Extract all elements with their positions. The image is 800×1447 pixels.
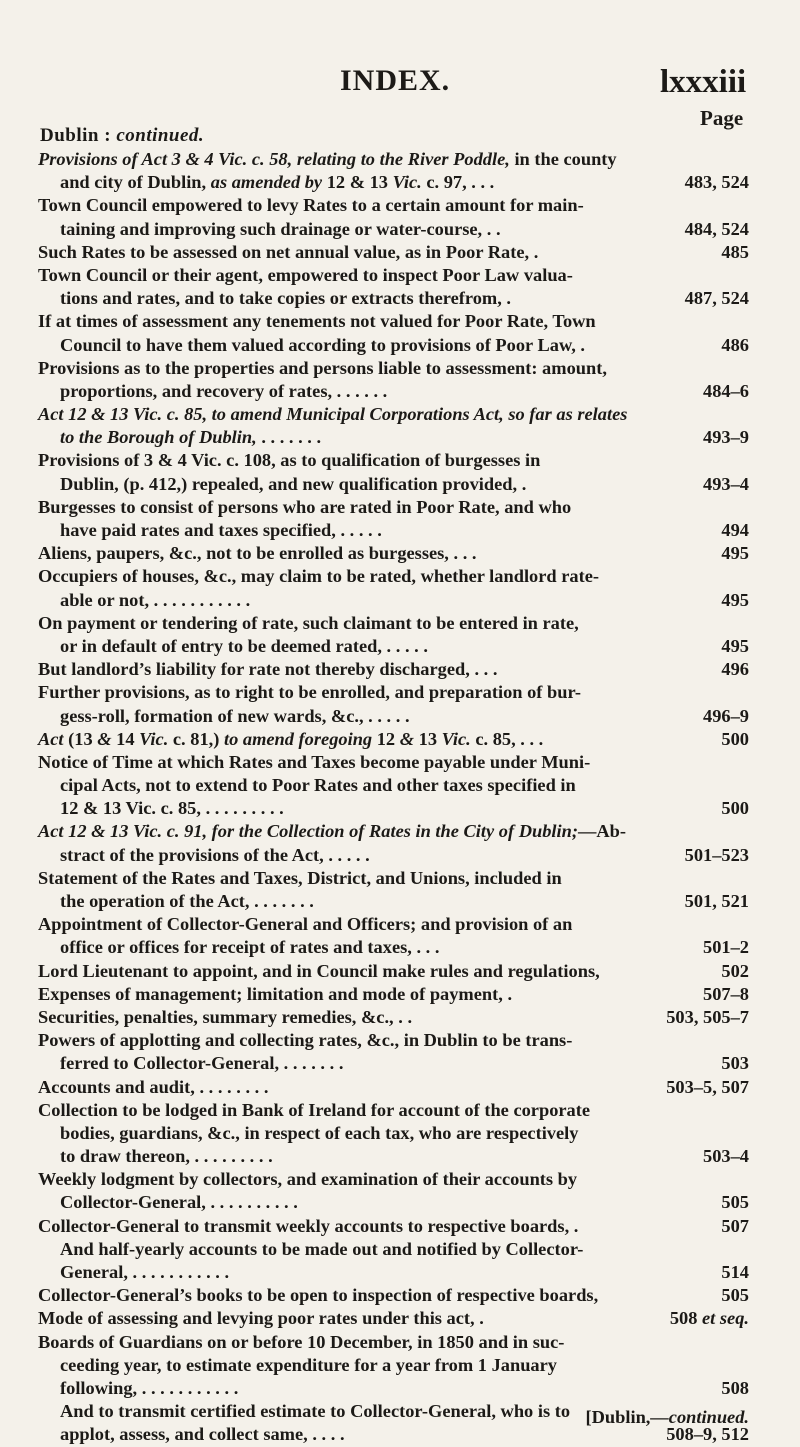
entry-page-ref: 503 <box>721 1053 749 1074</box>
index-line <box>0 1168 800 1191</box>
entry-text-segment: 12 & 13 Vic. c. 85, . . . . . . . . . <box>60 798 284 819</box>
entry-text <box>60 473 526 496</box>
entry-text <box>38 264 573 287</box>
entry-text <box>60 589 250 612</box>
entry-text-segment: have paid rates and taxes specified, . . . . . <box>60 520 382 540</box>
entry-text-segment: to draw thereon, . . . . . . . . . <box>60 1146 273 1167</box>
entry-page-ref: 495 <box>721 635 749 656</box>
entry-text <box>60 1191 298 1214</box>
index-line <box>0 960 800 983</box>
index-line <box>0 1307 800 1330</box>
entry-text <box>38 1029 572 1052</box>
entry-text <box>38 1099 590 1122</box>
entry-text <box>38 542 477 565</box>
entry-text <box>60 1377 238 1400</box>
index-line <box>0 449 800 472</box>
index-line <box>0 820 800 843</box>
entry-text-segment: 12 <box>372 728 400 749</box>
entry-text-segment: Mode of assessing and levying poor rates under this act, . <box>38 1308 484 1329</box>
entry-text <box>38 449 540 472</box>
entry-text-segment: applot, assess, and collect same, . . . . <box>60 1424 345 1445</box>
entry-text-segment: cipal Acts, not to extend to Poor Rates and other taxes specified in <box>60 775 576 796</box>
entry-text-segment: Act 12 & 13 Vic. c. 91, for the Collection of Rates in the City of Dublin; <box>38 821 578 842</box>
entry-text <box>60 218 501 241</box>
entry-text <box>60 936 439 959</box>
entry-text-segment: as amended by <box>210 172 323 193</box>
entry-text <box>60 1423 345 1446</box>
entry-page-ref: 508–9, 512 <box>666 1424 749 1445</box>
entry-text-segment: Provisions as to the properties and persons liable to assessment: amount, <box>38 357 607 378</box>
entry-text <box>60 334 585 357</box>
index-line <box>0 612 800 635</box>
entry-text-segment: to amend foregoing <box>223 728 373 749</box>
entry-text-segment: Expenses of management; limitation and mode of payment, . <box>38 983 513 1004</box>
entry-text-segment: Boards of Guardians on or before 10 December, in 1850 and in suc- <box>38 1331 565 1352</box>
entry-text-segment: Dublin, (p. 412,) repealed, and new qualification provided, . <box>60 473 527 494</box>
entry-page-ref: 495 <box>721 543 749 564</box>
entry-text <box>38 913 572 936</box>
entry-text-segment: and city of Dublin, <box>60 172 211 193</box>
entry-text <box>38 1331 564 1354</box>
entry-text-segment: & <box>97 728 112 749</box>
index-line <box>0 1331 800 1354</box>
entry-page-ref: 505 <box>721 1192 749 1213</box>
entry-text-segment: Town Council or their agent, empowered to inspect Poor Law valua- <box>38 264 573 285</box>
index-line <box>0 1052 800 1075</box>
entry-text <box>38 1307 484 1330</box>
entry-text-segment: Vic. <box>139 728 169 749</box>
entry-text-segment: c. 85, . . . <box>470 728 544 749</box>
entry-text-segment: office or offices for receipt of rates and taxes, . . . <box>60 937 440 958</box>
index-line <box>0 589 800 612</box>
entry-text <box>60 774 576 797</box>
index-line <box>0 1029 800 1052</box>
entry-text-segment: 14 <box>111 728 140 749</box>
entry-text-segment: stract of the provisions of the Act, . . . . . <box>60 844 370 865</box>
entry-text <box>38 241 538 264</box>
index-line <box>0 913 800 936</box>
entry-page-ref: 484, 524 <box>684 218 749 239</box>
entry-text <box>60 1354 557 1377</box>
catchword-continued: —continued. <box>650 1407 749 1427</box>
entry-page-ref: 503, 505–7 <box>666 1006 749 1027</box>
entry-page-ref: 508 <box>721 1377 749 1398</box>
entry-text-segment: c. 97, . . . <box>421 172 495 193</box>
entry-text <box>60 1400 570 1423</box>
index-line <box>0 194 800 217</box>
entry-text <box>60 797 284 820</box>
entry-text-segment: And half-yearly accounts to be made out and notified by Collector- <box>60 1238 584 1259</box>
index-line <box>0 1099 800 1122</box>
entry-text-segment: Collection to be lodged in Bank of Ireland for account of the corporate <box>38 1099 591 1120</box>
entry-text-segment: c. 81,) <box>168 728 224 749</box>
entry-text-segment: Act 12 & 13 Vic. c. 85, to amend Municipal Corporations Act, so far as relates <box>38 404 628 425</box>
entry-page-ref: 494 <box>721 520 749 540</box>
entry-text-segment: Council to have them valued according to provisions of Poor Law, . <box>60 334 586 355</box>
section-continued: continued. <box>116 125 205 146</box>
entry-text <box>38 681 581 704</box>
entry-page-ref: 502 <box>721 960 749 981</box>
entry-text-segment: Provisions of 3 & 4 Vic. c. 108, as to qualification of burgesses in <box>38 450 541 471</box>
index-line <box>0 728 800 751</box>
entry-text-segment: in the county <box>509 149 617 169</box>
entry-text-segment: 13 <box>414 728 442 749</box>
index-line <box>0 936 800 959</box>
entry-text-segment: the operation of the Act, . . . . . . . <box>60 891 314 911</box>
entry-text-segment: But landlord’s liability for rate not thereby discharged, . . . <box>38 659 498 680</box>
entry-text-segment: (13 <box>63 728 98 749</box>
entry-text-segment: . . . . . . . <box>256 427 322 448</box>
index-line <box>0 890 800 913</box>
index-line <box>0 1284 800 1307</box>
entry-text-segment: Vic. <box>392 172 422 193</box>
entry-text <box>38 403 627 426</box>
entry-text <box>38 1284 598 1307</box>
entry-text-segment: —Ab- <box>577 821 627 842</box>
index-line <box>0 983 800 1006</box>
entry-text <box>38 751 590 774</box>
index-line <box>0 403 800 426</box>
index-line <box>0 565 800 588</box>
entry-text <box>38 496 571 519</box>
entry-text-segment: proportions, and recovery of rates, . . . . . . <box>60 380 388 401</box>
entry-text-segment: Notice of Time at which Rates and Taxes become payable under Muni- <box>38 751 591 772</box>
index-line <box>0 496 800 519</box>
entry-text-segment: Accounts and audit, . . . . . . . . <box>38 1076 269 1097</box>
entry-text <box>38 658 497 681</box>
entry-page-ref: 501–2 <box>703 937 749 958</box>
entry-page-ref: 501, 521 <box>684 891 749 911</box>
catchword-footer <box>585 1407 749 1428</box>
index-line <box>0 1122 800 1145</box>
catchword: [Dublin, <box>585 1407 651 1427</box>
entry-text-segment: General, . . . . . . . . . . . <box>60 1262 230 1282</box>
entry-page-ref: 493–9 <box>703 427 749 448</box>
entry-page-ref: 507–8 <box>703 983 749 1004</box>
index-line <box>0 751 800 774</box>
entry-page-ref: 486 <box>721 334 749 355</box>
entry-text-segment: Collector-General’s books to be open to inspection of respective boards, <box>38 1285 599 1306</box>
entry-page-ref: 503–5, 507 <box>666 1076 749 1097</box>
index-line <box>0 310 800 333</box>
entry-text-segment: Vic. <box>441 728 471 749</box>
entry-text-segment: or in default of entry to be deemed rated, . . . . . <box>60 635 428 656</box>
entry-text <box>38 983 512 1006</box>
index-line <box>0 797 800 820</box>
entry-text-segment: Weekly lodgment by collectors, and examination of their accounts by <box>38 1169 578 1190</box>
index-line <box>0 473 800 496</box>
entry-text <box>60 426 321 449</box>
entry-text-segment: gess-roll, formation of new wards, &c., . . . . . <box>60 705 410 726</box>
entry-text <box>38 1215 578 1238</box>
index-line <box>0 1191 800 1214</box>
entry-text-segment: On payment or tendering of rate, such claimant to be entered in rate, <box>38 612 579 633</box>
entry-text <box>38 1168 577 1191</box>
index-line <box>0 1261 800 1284</box>
entry-text <box>38 194 584 217</box>
index-line <box>0 426 800 449</box>
entry-text-segment: Further provisions, as to right to be enrolled, and preparation of bur- <box>38 682 582 703</box>
entry-page-ref: 484–6 <box>703 380 749 401</box>
entry-text <box>60 705 410 728</box>
entry-text <box>38 148 617 171</box>
header-title: INDEX. <box>340 64 451 97</box>
entry-text-segment: & <box>399 728 415 749</box>
entry-text <box>38 820 626 843</box>
entry-text-segment: Burgesses to consist of persons who are rated in Poor Rate, and who <box>38 496 572 517</box>
entry-text <box>60 635 428 658</box>
entry-text <box>38 728 543 751</box>
index-line <box>0 357 800 380</box>
entry-text <box>60 380 387 403</box>
index-line <box>0 1215 800 1238</box>
entry-text-segment: Securities, penalties, summary remedies, &c., . . <box>38 1006 413 1027</box>
entry-page-ref: 507 <box>721 1215 749 1236</box>
entry-page-ref: 503–4 <box>703 1146 749 1167</box>
index-line <box>0 264 800 287</box>
entry-text <box>60 1145 273 1168</box>
entry-text-segment: Aliens, paupers, &c., not to be enrolled as burgesses, . . . <box>38 543 477 564</box>
entry-page-ref: 501–523 <box>684 844 749 865</box>
entry-page-ref: 508 et seq. <box>669 1308 749 1329</box>
index-line <box>0 774 800 797</box>
entry-text <box>38 612 579 635</box>
entry-text-segment: taining and improving such drainage or water-course, . . <box>60 218 501 239</box>
entry-text-segment: bodies, guardians, &c., in respect of each tax, who are respectively <box>60 1122 579 1143</box>
section-title: Dublin <box>40 125 99 146</box>
entry-text <box>60 1122 578 1145</box>
entry-text-segment: Collector-General, . . . . . . . . . . <box>60 1192 298 1213</box>
index-line <box>0 1145 800 1168</box>
index-line <box>0 218 800 241</box>
entry-text-segment: Provisions of Act 3 & 4 Vic. c. 58, relating to the River Poddle, <box>38 149 510 169</box>
entry-text <box>60 1238 583 1261</box>
index-line <box>0 148 800 171</box>
entry-text <box>38 1076 268 1099</box>
entry-page-ref: 496 <box>721 659 749 680</box>
entry-text-segment: following, . . . . . . . . . . . <box>60 1377 239 1398</box>
entry-text-segment: Powers of applotting and collecting rates, &c., in Dublin to be trans- <box>38 1030 573 1051</box>
entry-text-segment: Appointment of Collector-General and Officers; and provision of an <box>38 914 573 935</box>
entry-text-segment: ferred to Collector-General, . . . . . . . <box>60 1053 344 1074</box>
entry-text <box>60 171 494 194</box>
entry-text-segment: able or not, . . . . . . . . . . . <box>60 589 251 610</box>
entry-text-segment: Collector-General to transmit weekly accounts to respective boards, . <box>38 1215 579 1236</box>
entry-text-segment: Occupiers of houses, &c., may claim to be rated, whether landlord rate- <box>38 566 600 587</box>
index-line <box>0 844 800 867</box>
entry-page-ref: 500 <box>721 728 749 749</box>
index-line <box>0 519 800 542</box>
entry-text-segment: If at times of assessment any tenements not valued for Poor Rate, Town <box>38 311 596 332</box>
entry-text <box>38 867 562 890</box>
entry-page-ref: 487, 524 <box>684 288 749 309</box>
entry-page-ref: 485 <box>721 241 749 262</box>
entry-text <box>60 1052 343 1075</box>
entry-text-segment: Town Council empowered to levy Rates to a certain amount for main- <box>38 195 584 216</box>
entry-page-ref: 496–9 <box>703 705 749 726</box>
entry-text <box>38 310 596 333</box>
entry-text-segment: Act <box>38 728 64 749</box>
entry-text-segment: tions and rates, and to take copies or extracts therefrom, . <box>60 288 512 309</box>
entry-text-segment: Statement of the Rates and Taxes, District, and Unions, included in <box>38 867 562 888</box>
entry-text <box>38 357 607 380</box>
entry-page-ref: 505 <box>721 1285 749 1306</box>
entry-text <box>60 519 382 542</box>
index-line <box>0 380 800 403</box>
entry-page-ref: 514 <box>721 1262 749 1282</box>
index-line <box>0 1354 800 1377</box>
entry-page-ref: 483, 524 <box>684 172 749 193</box>
entry-text <box>38 1006 412 1029</box>
index-line <box>0 1377 800 1400</box>
index-line <box>0 171 800 194</box>
index-line <box>0 867 800 890</box>
index-line <box>0 1238 800 1261</box>
entry-text <box>60 844 370 867</box>
entry-text <box>60 890 314 913</box>
index-line <box>0 334 800 357</box>
index-line <box>0 705 800 728</box>
page-column-label: Page <box>700 106 744 130</box>
index-line <box>0 1076 800 1099</box>
entry-text-segment: ceeding year, to estimate expenditure for a year from 1 January <box>60 1354 557 1375</box>
index-line <box>0 635 800 658</box>
entry-page-ref: 500 <box>721 798 749 819</box>
section-heading: Dublin : continued. <box>40 125 205 146</box>
entry-text-segment: to the Borough of Dublin, <box>60 427 257 448</box>
index-line <box>0 1006 800 1029</box>
index-line <box>0 287 800 310</box>
index-entries <box>0 148 800 1447</box>
index-line <box>0 658 800 681</box>
index-line <box>0 542 800 565</box>
entry-text-segment: Such Rates to be assessed on net annual value, as in Poor Rate, . <box>38 241 539 262</box>
entry-page-ref: 493–4 <box>703 473 749 494</box>
header-page-number: lxxxiii <box>660 64 747 100</box>
entry-text-segment: Lord Lieutenant to appoint, and in Council make rules and regulations, <box>38 960 600 981</box>
entry-text <box>60 1261 229 1284</box>
entry-page-ref: 495 <box>721 589 749 610</box>
entry-text <box>60 287 511 310</box>
index-line <box>0 681 800 704</box>
entry-text-segment: 12 & 13 <box>322 172 393 193</box>
entry-text <box>38 960 600 983</box>
entry-text <box>38 565 599 588</box>
entry-text-segment: And to transmit certified estimate to Collector-General, who is to <box>60 1401 571 1422</box>
index-line <box>0 241 800 264</box>
running-header <box>0 64 800 104</box>
